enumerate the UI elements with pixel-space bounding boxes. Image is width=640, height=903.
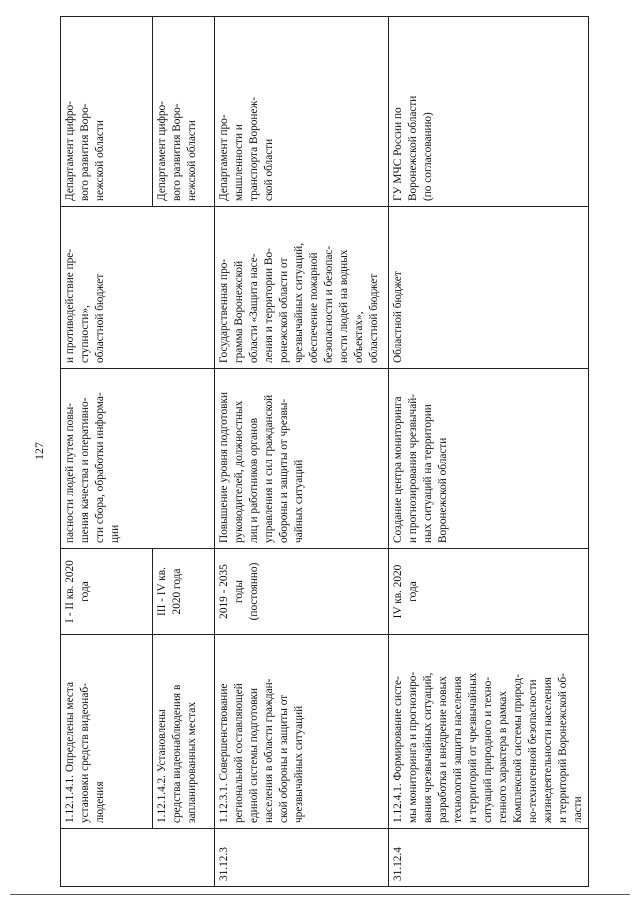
table-row: [215, 17, 389, 887]
row-number-cell: 31.12.3: [215, 829, 389, 887]
source-cell: и противодействие пре- ступности», областной бюджет: [61, 207, 215, 369]
executor-cell: Департамент цифро- вого развития Воро- нежской области: [61, 17, 153, 207]
result-cell: пасности людей путем повы- шения качества и оперативно- сти сбора, обработки информа- ции: [61, 369, 215, 549]
row-number-cell: 31.12.4: [389, 829, 589, 887]
term-cell: I - II кв. 2020 года: [61, 549, 153, 635]
event-cell: 1.12.3.1. Совершенствование региональной составляющей единой системы подготовки населения в области граждан- ской обороны и защиты от чрезвычайных ситуаций: [215, 635, 389, 829]
term-cell: IV кв. 2020 года: [389, 549, 589, 635]
executor-cell: Департамент про- мышленности и транспорта Воронеж- ской области: [215, 17, 389, 207]
table-row: [389, 17, 589, 887]
event-cell: 1.12.1.4.2. Установлены средства видеонаблюдения в запланированных местах: [153, 635, 215, 829]
source-cell: Государственная про- грамма Воронежской области «Защита насе- ления и территории Во- ронежской области от чрезвычайных ситуаций, обеспечение пожарной безопасности и безопас- ности людей на водных объектах», областной бюджет: [215, 207, 389, 369]
measures-table: [60, 16, 589, 887]
term-cell: III - IV кв. 2020 года: [153, 549, 215, 635]
executor-cell: Департамент цифро- вого развития Воро- нежской области: [153, 17, 215, 207]
result-cell: Повышение уровня подготовки руководителей, должностных лиц и работников органов управления и сил гражданской обороны и защиты от чрезвы- чайных ситуаций: [215, 369, 389, 549]
term-cell: 2019 - 2035 годы (постоянно): [215, 549, 389, 635]
executor-cell: ГУ МЧС России по Воронежской области (по согласованию): [389, 17, 589, 207]
row-number-cell: [61, 829, 215, 887]
event-cell: 1.12.4.1. Формирование систе- мы мониторинга и прогнозиро- вания чрезвычайных ситуаций, разработка и внедрение новых технологий защиты населения и территорий от чрезвычайных ситуаций природного и техно- генного характера в рамках Комплексной системы природ- но-техногенной безопасности жизнедеятельности населения и территорий Воронежской об- ласти: [389, 635, 589, 829]
table-row: [61, 17, 153, 887]
result-cell: Создание центра мониторинга и прогнозирования чрезвычай- ных ситуаций на территории Воронежской области: [389, 369, 589, 549]
bottom-rule: [10, 894, 630, 895]
event-cell: 1.12.1.4.1. Определены места установки средств видеонаб- людения: [61, 635, 153, 829]
page-number: 127: [32, 442, 46, 460]
source-cell: Областной бюджет: [389, 207, 589, 369]
